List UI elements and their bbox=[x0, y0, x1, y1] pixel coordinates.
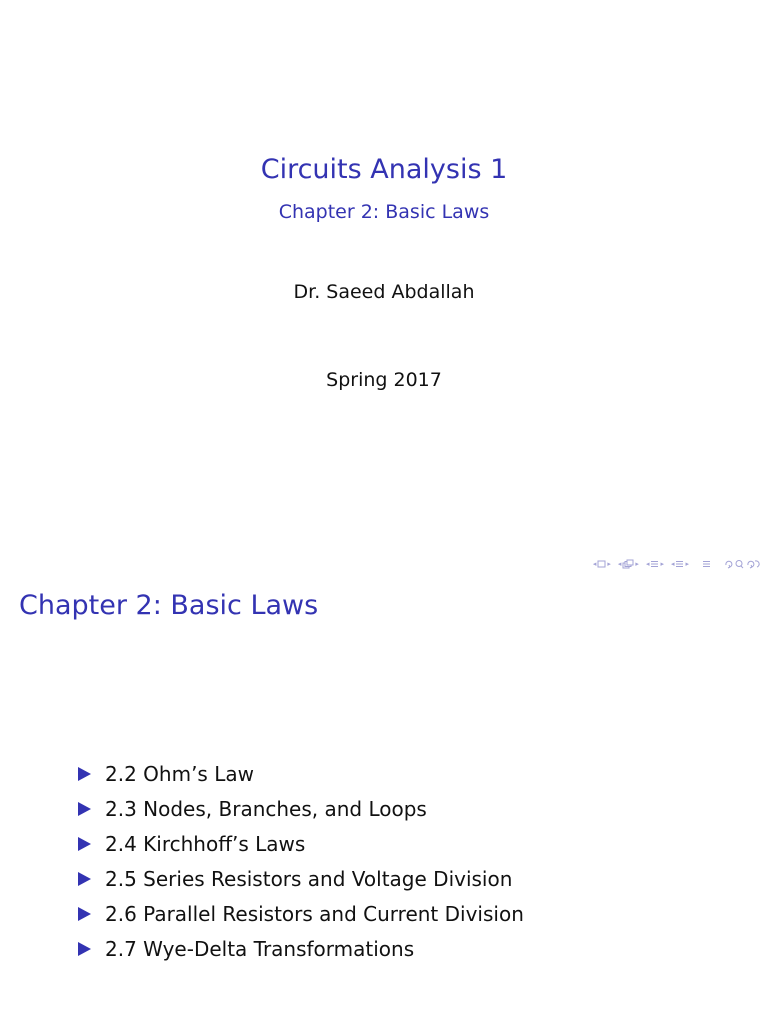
frame-title: Chapter 2: Basic Laws bbox=[19, 590, 319, 621]
presentation-date: Spring 2017 bbox=[326, 369, 442, 391]
presentation-subtitle: Chapter 2: Basic Laws bbox=[278, 201, 490, 223]
list-item-label: 2.3 Nodes, Branches, and Loops bbox=[105, 796, 427, 821]
topic-list bbox=[78, 756, 524, 966]
list-item bbox=[78, 826, 524, 861]
triangle-bullet-icon bbox=[78, 942, 91, 956]
triangle-bullet-icon bbox=[78, 837, 91, 851]
triangle-bullet-icon bbox=[78, 802, 91, 816]
nav-section-list-icon[interactable]: ◂ ▸ bbox=[670, 559, 689, 568]
nav-frame-icon[interactable]: ◂ ▸ bbox=[592, 559, 611, 568]
nav-section-icon[interactable]: ◂ ▸ bbox=[645, 559, 664, 568]
presentation-title: Circuits Analysis 1 bbox=[260, 154, 508, 185]
list-item-label: 2.6 Parallel Resistors and Current Division bbox=[105, 901, 524, 926]
list-item bbox=[78, 896, 524, 931]
list-item-label: 2.7 Wye-Delta Transformations bbox=[105, 936, 415, 961]
nav-search-icon[interactable] bbox=[724, 559, 760, 569]
list-item bbox=[78, 861, 524, 896]
presentation-author: Dr. Saeed Abdallah bbox=[293, 281, 475, 303]
list-item bbox=[78, 791, 524, 826]
nav-document-icon[interactable] bbox=[702, 560, 711, 568]
outline-slide bbox=[0, 576, 768, 1024]
list-item bbox=[78, 931, 524, 966]
list-item bbox=[78, 756, 524, 791]
nav-subsection-icon[interactable]: ◂ ▸ bbox=[617, 559, 639, 568]
list-item-label: 2.4 Kirchhoff’s Laws bbox=[105, 831, 306, 856]
triangle-bullet-icon bbox=[78, 907, 91, 921]
list-item-label: 2.5 Series Resistors and Voltage Division bbox=[105, 866, 513, 891]
triangle-bullet-icon bbox=[78, 767, 91, 781]
list-item-label: 2.2 Ohm’s Law bbox=[105, 761, 254, 786]
triangle-bullet-icon bbox=[78, 872, 91, 886]
navigation-bar bbox=[589, 557, 760, 571]
